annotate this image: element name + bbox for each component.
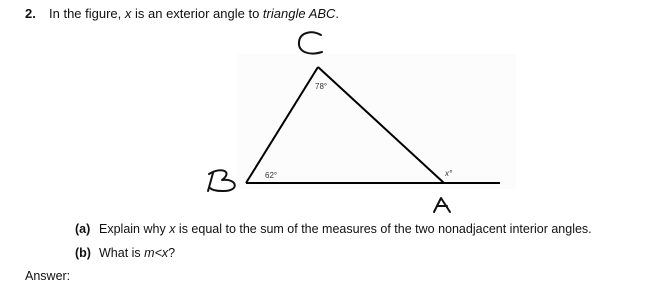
angle-b-label: 62° <box>265 171 278 180</box>
part-b-label: (b) <box>75 246 91 260</box>
question-number: 2. <box>25 6 36 21</box>
part-b-text-2: ? <box>168 246 176 260</box>
part-b <box>75 246 175 260</box>
part-b-text-1: What is <box>99 246 145 260</box>
part-b-expr: m<x <box>144 246 169 260</box>
question-text-1: In the figure, <box>49 6 125 21</box>
part-a <box>75 222 592 236</box>
handwritten-c <box>299 32 322 53</box>
part-a-text-2: is equal to the sum of the measures of the two nonadjacent interior angles. <box>175 222 592 236</box>
triangle-name: triangle ABC <box>262 6 336 21</box>
part-a-text-1: Explain why <box>99 222 170 236</box>
angle-x-label: x° <box>445 169 453 178</box>
part-a-label: (a) <box>75 222 91 236</box>
answer-label: Answer: <box>25 269 71 283</box>
part-a-var: x <box>169 222 176 236</box>
angle-c-label: 78° <box>315 82 328 91</box>
question-text-3: . <box>335 6 340 21</box>
handwritten-a <box>434 198 450 212</box>
question-text-2: is an exterior angle to <box>131 6 263 21</box>
handwritten-b <box>208 170 235 191</box>
question-var-x: x <box>124 6 132 21</box>
